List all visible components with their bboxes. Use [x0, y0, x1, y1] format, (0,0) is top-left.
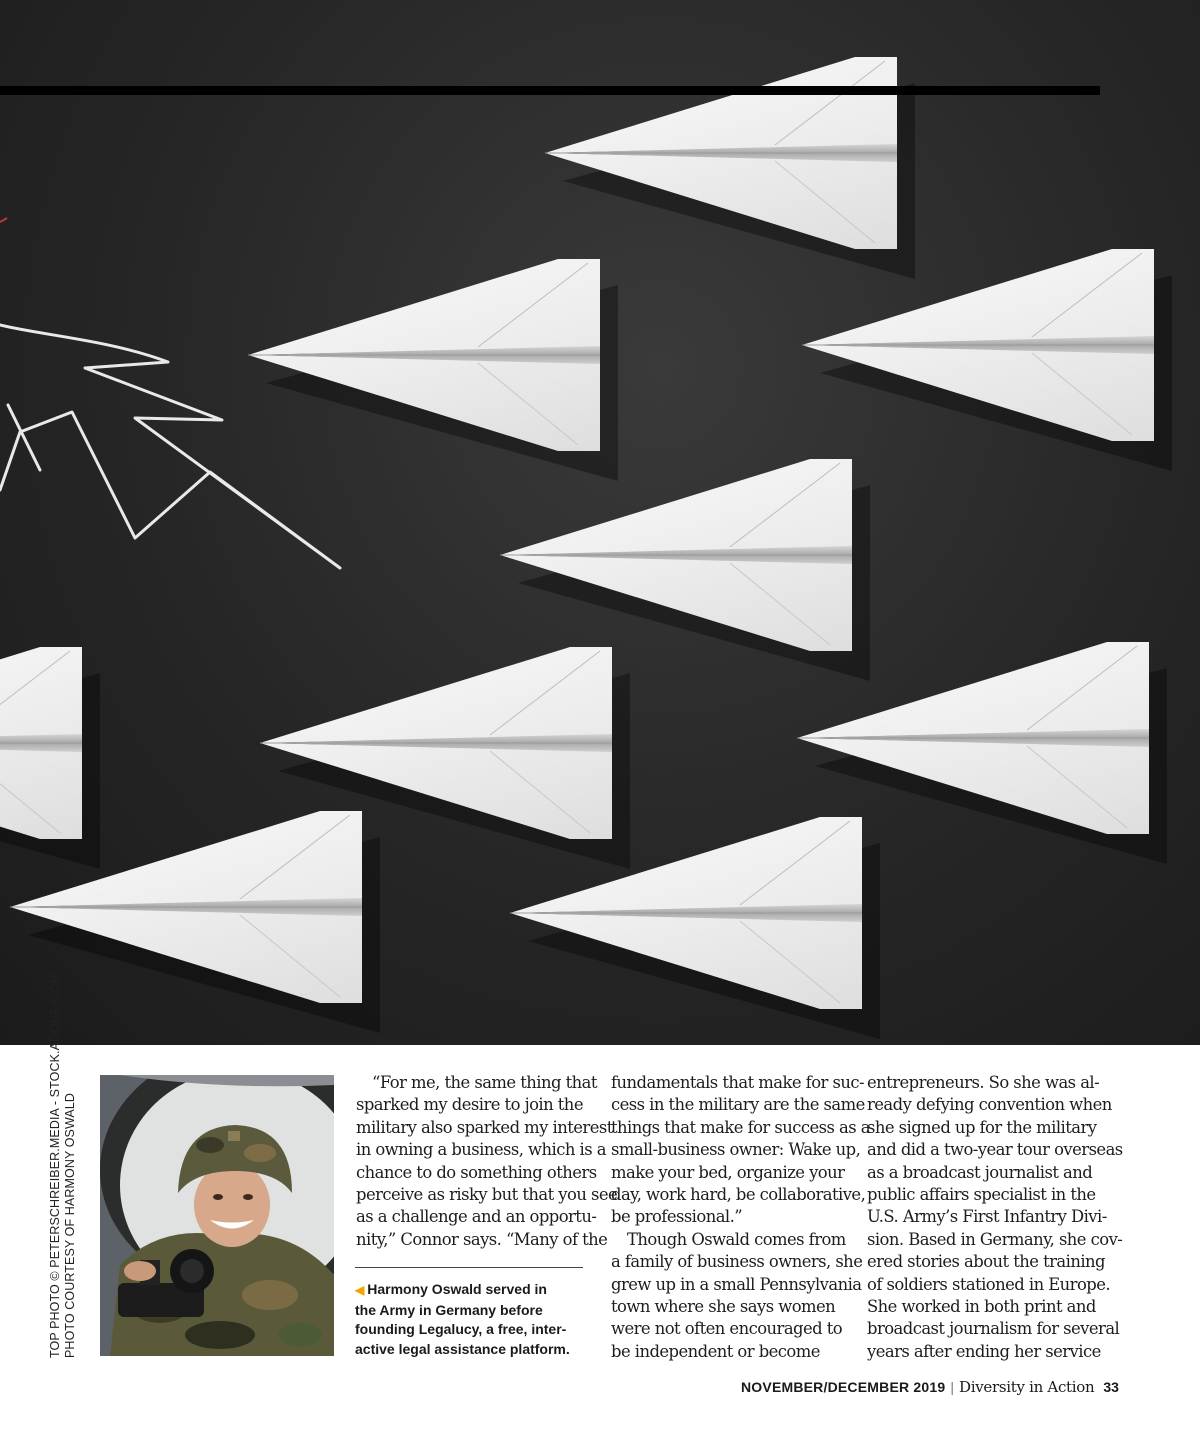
magazine-name: Diversity in Action	[958, 1378, 1095, 1396]
text-line: sion. Based in Germany, she cov-	[867, 1229, 1123, 1249]
red-mark	[0, 218, 7, 222]
text-line: and did a two-year tour overseas	[867, 1140, 1123, 1160]
text-line: cess in the military are the same	[611, 1095, 865, 1115]
text-line: nity,” Connor says. “Many of the	[356, 1229, 608, 1249]
text-line: of soldiers stationed in Europe.	[867, 1274, 1111, 1294]
photo-caption	[355, 1267, 583, 1359]
text-line: “For me, the same thing that	[372, 1073, 597, 1092]
text-line: were not often encouraged to	[611, 1319, 843, 1339]
text-line: perceive as risky but that you see	[356, 1185, 618, 1205]
text-line: broadcast journalism for several	[867, 1319, 1120, 1339]
text-line: She worked in both print and	[867, 1297, 1096, 1317]
text-line: a family of business owners, she	[611, 1252, 863, 1272]
page-number: 33	[1103, 1379, 1119, 1395]
paper-airplane	[248, 259, 618, 481]
page-footer	[741, 1378, 1119, 1396]
text-line: be independent or become	[611, 1341, 820, 1361]
article-column	[356, 1072, 618, 1251]
text-line: public affairs specialist in the	[867, 1185, 1096, 1205]
text-line: ready defying convention when	[867, 1095, 1112, 1115]
text-line: years after ending her service	[867, 1341, 1101, 1361]
text-line: sparked my desire to join the	[356, 1095, 583, 1115]
photo-credit-line: TOP PHOTO © PETERSCHREIBER.MEDIA - STOCK.ADOBE.COM	[48, 973, 62, 1358]
text-line: Though Oswald comes from	[627, 1229, 846, 1249]
top-rule	[0, 86, 1100, 95]
text-line: military also sparked my interest	[356, 1117, 613, 1137]
article-column	[611, 1072, 870, 1363]
triangle-left-icon: ◀	[355, 1283, 365, 1297]
text-line: day, work hard, be collaborative,	[611, 1185, 866, 1205]
caption-line: founding Legalucy, a free, inter-	[355, 1321, 567, 1337]
photo-credit-line: PHOTO COURTESY OF HARMONY OSWALD	[63, 1092, 77, 1358]
text-line: she signed up for the military	[867, 1117, 1097, 1137]
text-line: in owning a business, which is a	[356, 1140, 606, 1160]
text-line: grew up in a small Pennsylvania	[611, 1274, 862, 1294]
paper-airplane	[500, 459, 870, 681]
text-line: U.S. Army’s First Infantry Divi-	[867, 1207, 1107, 1227]
text-line: chance to do something others	[356, 1162, 597, 1182]
caption-line: active legal assistance platform.	[355, 1340, 570, 1357]
text-line: as a challenge and an opportu-	[356, 1207, 597, 1227]
portrait-photo	[100, 1075, 334, 1356]
text-line: as a broadcast journalist and	[867, 1162, 1093, 1182]
text-line: things that make for success as a	[611, 1117, 870, 1137]
text-line: be professional.”	[611, 1207, 743, 1227]
paper-airplane	[802, 249, 1172, 471]
text-line: fundamentals that make for suc-	[611, 1073, 864, 1092]
text-line: ered stories about the training	[867, 1252, 1105, 1272]
text-line: entrepreneurs. So she was al-	[867, 1073, 1100, 1092]
issue-date: NOVEMBER/DECEMBER 2019	[741, 1379, 946, 1395]
footer-separator: |	[950, 1379, 954, 1395]
text-line: make your bed, organize your	[611, 1162, 845, 1182]
paper-airplane	[0, 647, 100, 869]
photo-credit	[48, 973, 78, 1358]
caption-line: the Army in Germany before	[355, 1301, 543, 1318]
caption-line: Harmony Oswald served in	[367, 1281, 547, 1297]
text-line: small-business owner: Wake up,	[611, 1140, 861, 1160]
article-column	[867, 1072, 1123, 1363]
text-line: town where she says women	[611, 1297, 836, 1317]
